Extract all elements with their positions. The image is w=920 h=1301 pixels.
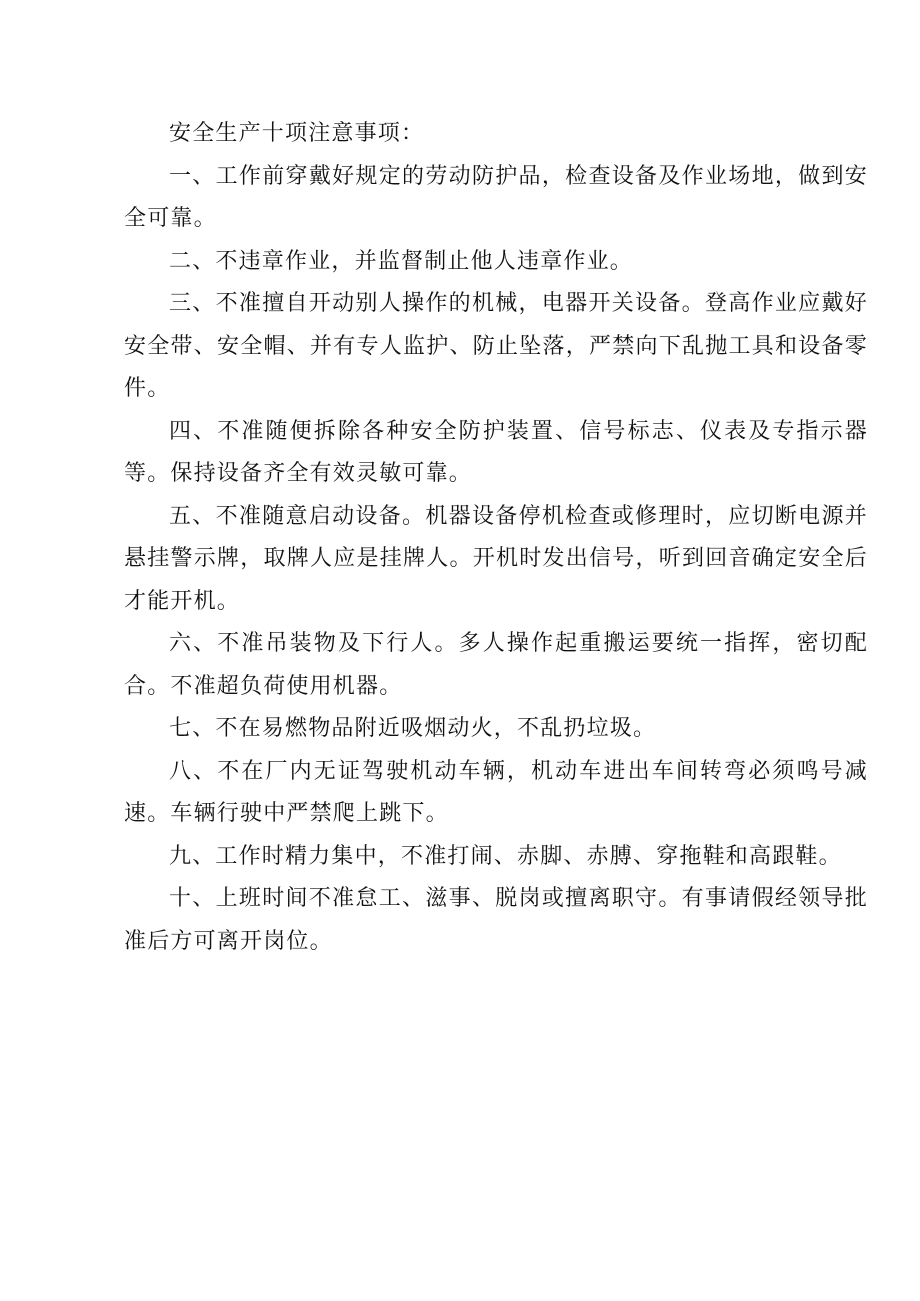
rule-item-8: 八、不在厂内无证驾驶机动车辆，机动车进出车间转弯必须鸣号减速。车辆行驶中严禁爬上跳下。 xyxy=(124,758,868,826)
rule-item-2: 二、不违章作业，并监督制止他人违章作业。 xyxy=(169,248,634,274)
rule-item-9: 九、工作时精力集中，不准打闹、赤脚、赤膊、穿拖鞋和高跟鞋。 xyxy=(169,843,842,869)
document-title: 安全生产十项注意事项： xyxy=(169,121,425,146)
rule-item-6: 六、不准吊装物及下行人。多人操作起重搬运要统一指挥，密切配合。不准超负荷使用机器。 xyxy=(124,631,868,699)
document-page xyxy=(124,113,868,963)
rule-item-7: 七、不在易燃物品附近吸烟动火，不乱扔垃圾。 xyxy=(169,716,657,741)
rule-item-1: 一、工作前穿戴好规定的劳动防护品，检查设备及作业场地，做到安全可靠。 xyxy=(124,163,868,231)
rule-item-5: 五、不准随意启动设备。机器设备停机检查或修理时，应切断电源并悬挂警示牌，取牌人应是挂牌人。开机时发出信号，听到回音确定安全后才能开机。 xyxy=(124,503,868,614)
rule-item-3: 三、不准擅自开动别人操作的机械，电器开关设备。登高作业应戴好安全带、安全帽、并有专人监护、防止坠落，严禁向下乱抛工具和设备零件。 xyxy=(124,291,868,401)
rule-item-4: 四、不准随便拆除各种安全防护装置、信号标志、仪表及专指示器等。保持设备齐全有效灵敏可靠。 xyxy=(124,418,868,486)
rule-item-10: 十、上班时间不准怠工、滋事、脱岗或擅离职守。有事请假经领导批准后方可离开岗位。 xyxy=(124,886,868,954)
